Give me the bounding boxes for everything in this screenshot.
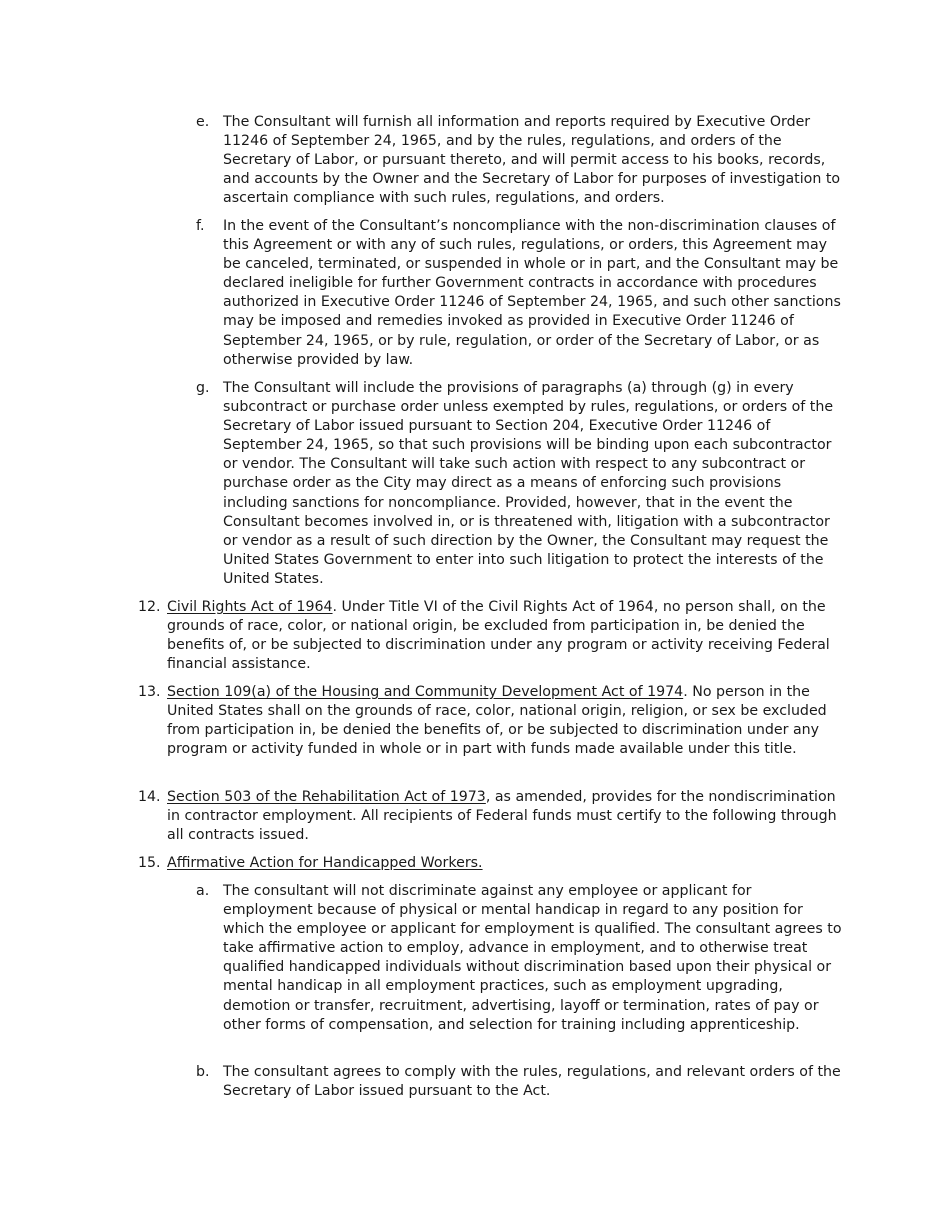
paragraph-text: The Consultant will include the provisions of paragraphs (a) through (g) in every subcontract or purchase order unless exempted by rules, regulations, or orders of the Secretary of Labor issued pursuant to Section 204, Executive Order 11246 of September 24, 1965, so that such provisions will be binding upon each subcontractor or vendor. The Consultant will take such action with respect to any subcontract or purchase order as the City may direct as a means of enforcing such provisions including sanctions for noncompliance. Provided, however, that in the event the Consultant becomes involved in, or is threatened with, litigation with a subcontractor or vendor as a result of such direction by the Owner, the Consultant may request the United States Government to enter into such litigation to protect the interests of the United States. [223,380,834,587]
list-marker: 15. [138,855,161,871]
paragraph-text [167,854,847,873]
section-heading: Section 109(a) of the Housing and Community Development Act of 1974 [167,684,684,700]
section-body: . Under Title VI of the Civil Rights Act of 1964, no person shall, on the grounds of race, color, or national origin, be excluded from participation in, be denied the benefits of, or be subjected to discrimination under any program or activity receiving Federal financial assistance. [167,599,830,673]
list-marker: e. [196,114,210,130]
paragraph-text [167,788,847,845]
paragraph-text: The consultant agrees to comply with the rules, regulations, and relevant orders of the Secretary of Labor issued pursuant to the Act. [223,1064,841,1100]
list-marker: 12. [138,599,161,615]
section-heading: Affirmative Action for Handicapped Workers. [167,855,483,871]
section-heading: Section 503 of the Rehabilitation Act of 1973 [167,789,486,805]
list-marker: f. [196,218,205,234]
list-marker: a. [196,883,210,899]
list-marker: 14. [138,789,161,805]
section-body: . No person in the United States shall on the grounds of race, color, national origin, religion, or sex be excluded from participation in, be denied the benefits of, or be subjected to discrimination under any program or activity funded in whole or in part with funds made available under this title. [167,684,827,758]
paragraph-text: In the event of the Consultant’s noncompliance with the non-discrimination clauses of this Agreement or with any of such rules, regulations, or orders, this Agreement may be canceled, terminated, or suspended in whole or in part, and the Consultant may be declared ineligible for further Government contracts in accordance with procedures authorized in Executive Order 11246 of September 24, 1965, and such other sanctions may be imposed and remedies invoked as provided in Executive Order 11246 of September 24, 1965, or by rule, regulation, or order of the Secretary of Labor, or as otherwise provided by law. [223,218,841,368]
paragraph-text [167,683,847,759]
list-marker: 13. [138,684,161,700]
list-marker: b. [196,1064,210,1080]
paragraph-text [167,598,847,674]
paragraph-text: The Consultant will furnish all information and reports required by Executive Order 11246 of September 24, 1965, and by the rules, regulations, and orders of the Secretary of Labor, or pursuant thereto, and will permit access to his books, records, and accounts by the Owner and the Secretary of Labor for purposes of investigation to ascertain compliance with such rules, regulations, and orders. [223,114,841,207]
section-heading: Civil Rights Act of 1964 [167,599,333,615]
paragraph-text: The consultant will not discriminate against any employee or applicant for employment because of physical or mental handicap in regard to any position for which the employee or applicant for employment is qualified. The consultant agrees to take affirmative action to employ, advance in employment, and to otherwise treat qualified handicapped individuals without discrimination based upon their physical or mental handicap in all employment practices, such as employment upgrading, demotion or transfer, recruitment, advertising, layoff or termination, rates of pay or other forms of compensation, and selection for training including apprenticeship. [223,883,842,1033]
list-marker: g. [196,380,210,396]
section-body: , as amended, provides for the nondiscrimination in contractor employment. All recipients of Federal funds must certify to the following through all contracts issued. [167,789,837,844]
